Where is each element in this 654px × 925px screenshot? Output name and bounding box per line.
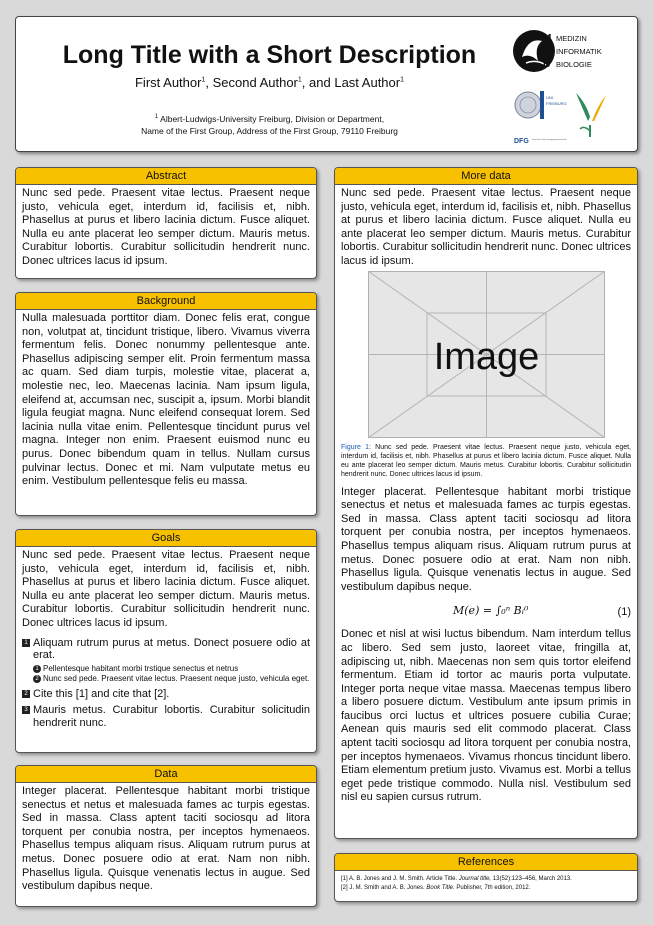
author-2-affil: 1 — [297, 76, 302, 84]
uni-text-1: UNI — [546, 95, 553, 100]
author-3-affil: 1 — [400, 76, 405, 84]
mib-word-2: INFORMATIK — [556, 47, 602, 56]
dfg-text: DFG — [514, 138, 529, 145]
background-body — [16, 310, 316, 499]
image-placeholder — [368, 271, 605, 438]
data-body — [16, 783, 316, 904]
author-line: First Author$^1$, Second Author$^1$, and Last Author$^1$ — [134, 75, 405, 90]
caption-label: Figure 1: — [341, 443, 371, 451]
sublist-number: 1 — [33, 665, 41, 673]
equation-number: (1) — [617, 606, 631, 619]
goals-body — [16, 547, 316, 733]
equation-math: M(e) = ∫₀ⁿ Bᵢ⁰ — [453, 604, 529, 618]
reference-number: [2] — [341, 884, 348, 891]
reference-journal: Journal title, — [458, 876, 492, 882]
reference-number: [1] — [341, 876, 348, 882]
more-data-block — [334, 167, 638, 839]
abstract-title: Abstract — [16, 168, 316, 185]
reference-item — [341, 884, 631, 893]
data-text: Integer placerat. Pellentesque habitant morbi tristique senectus et netus et malesuada fames ac turpis egestas. Sed in massa. Class aptent taciti sociosqu ad litora torquent per conubia nostra, per inceptos hymenaeos. Phasellus tempus aliquam risus. Aliquam rutrum purus at metus. Donec posuere odio at erat. Nam non nibh. Phasellus ligula. Quisque venenatis lectus in augue. Sed vestibulum dapibus neque. — [22, 785, 310, 893]
reference-details: Publisher, 7th edition, 2012. — [456, 884, 531, 891]
sublist-item — [33, 664, 310, 674]
mib-letter-b: B — [543, 59, 551, 70]
goals-block — [15, 529, 317, 753]
abstract-body — [16, 185, 316, 279]
mib-word-3: BIOLOGIE — [556, 60, 592, 69]
author-1: First Author — [134, 75, 202, 90]
reference-authors: A. B. Jones and J. M. Smith. — [349, 876, 425, 882]
references-block — [334, 853, 638, 902]
affiliation — [16, 111, 523, 137]
affiliation-line-1: Albert-Ludwigs-University Freiburg, Division or Department, — [160, 113, 385, 124]
sublist-item-text: Pellentesque habitant morbi trstique senectus et netrus — [43, 663, 239, 673]
list-number: 3 — [22, 706, 30, 714]
goals-title: Goals — [16, 530, 316, 547]
abstract-text: Nunc sed pede. Praesent vitae lectus. Praesent neque justo, vehicula eget, interdum id, facilisis et, nibh. Phasellus at purus et libero lacinia dictum. Fusce aliquet. Nulla eu ante placerat leo semper dictum. Mauris metus. Curabitur lobortis. Curabitur sollicitudin hendrerit nunc. Donec ultrices lacus id ipsum. — [22, 187, 310, 267]
figure-caption — [341, 443, 631, 479]
reference-authors: J. M. Smith and A. B. Jones. — [349, 884, 425, 891]
list-item-text: Aliquam rutrum purus at metus. Donect posuere odio at erat. — [33, 636, 310, 662]
goals-sublist — [33, 664, 310, 684]
partner-logos — [510, 85, 630, 147]
abstract-block — [15, 167, 317, 279]
list-item-text: Cite this [1] and cite that [2]. — [33, 687, 170, 700]
sublist-number: 2 — [33, 675, 41, 683]
background-text: Nulla malesuada porttitor diam. Donec felis erat, congue non, volutpat at, tincidunt tristique, libero. Vivamus viverra fermentum felis. Donec nonummy pellentesque ante. Phasellus adipiscing semper elit. Proin fermentum massa ac quam. Sed diam turpis, molestie vitae, placerat a, molestie nec, leo. Maecenas lacinia. Nam ipsum ligula, eleifend at, accumsan nec, suscipit a, ipsum. Morbi blandit ligula feugiat magna. Nunc eleifend consequat lorem. Sed lacinia nulla vitae enim. Pellentesque tincidunt purus vel magna. Integer non enim. Praesent euismod nunc eu purus. Donec bibendum quam in tellus. Nullam cursus pulvinar lectus. Donec et mi. Nam vulputate metus eu enim. Vestibulum pellentesque felis eu massa. — [22, 312, 310, 488]
mib-letter-m: M — [543, 33, 552, 44]
more-data-text-3: Donec et nisl at wisi luctus bibendum. Nam interdum tellus ac libero. Sed sem justo, laoreet vitae, fringilla at, adipiscing ut, nibh. Maecenas non sem quis tortor eleifend fermentum. Etiam id tortor ac mauris porta vulputate. Integer porta neque vitae massa. Maecenas tempus libero a libero posuere dictum. Vestibulum ante ipsum primis in faucibus orci luctus et ultrices posuere cubilia Curae; Aenean quis mauris sed elit commodo placerat. Class aptent taciti sociosqu ad litora torquent per conubia nostra, per inceptos hymenaeos. Vivamus rhoncus tincidunt libero. Etiam elementum pretium justo. Vivamus est. Morbi a tellus eget pede tristique commodo. Nulla nisl. Vestibulum sed nisl eu sapien cursus rutrum. — [341, 628, 631, 804]
list-number: 1 — [22, 639, 30, 647]
author-2: Second Author — [212, 75, 298, 90]
equation — [341, 600, 631, 624]
image-label: Image — [433, 335, 539, 378]
list-item — [22, 688, 310, 701]
data-title: Data — [16, 766, 316, 783]
list-item — [22, 704, 310, 729]
reference-title: Article Title. — [426, 876, 458, 882]
mib-letter-i: I — [547, 46, 550, 57]
affiliation-line-2: Name of the First Group, Address of the First Group, 79110 Freiburg — [141, 125, 398, 136]
data-block — [15, 765, 317, 907]
background-title: Background — [16, 293, 316, 310]
mib-logo — [512, 23, 632, 79]
reference-title: Book Title. — [426, 884, 455, 891]
poster-title: Long Title with a Short Description — [62, 41, 477, 69]
list-number: 2 — [22, 690, 30, 698]
reference-details: 13(52):123–456, March 2013. — [492, 876, 572, 882]
references-list — [335, 871, 637, 896]
author-3: and Last Author — [309, 75, 401, 90]
reference-item — [341, 875, 631, 884]
references-title: References — [335, 854, 637, 871]
more-data-text-1: Nunc sed pede. Praesent vitae lectus. Praesent neque justo, vehicula eget, interdum id, facilisis et, nibh. Phasellus at purus et libero lacinia dictum. Fusce aliquet. Nulla eu ante placerat leo semper dictum. Mauris metus. Curabitur lobortis. Curabitur sollicitudin hendrerit nunc. Donec ultrices lacus id ipsum. — [341, 187, 631, 267]
more-data-body — [335, 185, 637, 815]
caption-text: Nunc sed pede. Praesent vitae lectus. Praesent neque justo, vehicula eget, interdum id, facilisis et, nibh. Phasellus at purus et libero lacinia dictum. Fusce aliquet. Nulla eu ante placerat leo semper dictum. Mauris metus. Curabitur lobortis. Curabitur sollicitudin hendrerit nunc. Donec ultrices lacus id ipsum. — [341, 443, 632, 478]
dfg-logo — [514, 138, 567, 145]
uni-text-2: FREIBURG — [546, 101, 567, 106]
more-data-text-2: Integer placerat. Pellentesque habitant morbi tristique senectus et netus et malesuada fames ac turpis egestas. Sed in massa. Class aptent taciti sociosqu ad litora torquent per conubia nostra, per inceptos hymenaeos. Phasellus tempus aliquam risus. Aliquam rutrum purus at metus. Donec posuere odio at erat. Nam non nibh. Phasellus ligula. Quisque venenatis lectus in augue. Sed vestibulum dapibus neque. — [341, 485, 631, 593]
dfg-subtext: Deutsche Forschungsgemeinschaft — [532, 139, 567, 141]
mib-word-1: MEDIZIN — [556, 34, 587, 43]
author-1-affil: 1 — [201, 76, 206, 84]
sublist-item — [33, 674, 310, 684]
poster-header — [15, 16, 638, 152]
goals-text: Nunc sed pede. Praesent vitae lectus. Praesent neque justo, vehicula eget, interdum id, facilisis et, nibh. Phasellus at purus et libero lacinia dictum. Fusce aliquet. Nulla eu ante placerat leo semper dictum. Mauris metus. Curabitur lobortis. Curabitur sollicitudin hendrerit nunc. Donec ultrices lacus id ipsum. — [22, 549, 310, 629]
goals-list — [22, 637, 310, 730]
plant-logo — [576, 93, 606, 137]
uni-freiburg-logo — [515, 91, 567, 119]
list-item-text: Mauris metus. Curabitur lobortis. Curabitur solicitudin hendrerit nunc. — [33, 704, 310, 729]
affiliation-sup: 1 — [154, 114, 159, 120]
more-data-title: More data — [335, 168, 637, 185]
sublist-item-text: Nunc sed pede. Praesent vitae lectus. Praesent neque justo, vehicula eget. — [43, 673, 310, 683]
background-block — [15, 292, 317, 516]
list-item — [22, 637, 310, 684]
